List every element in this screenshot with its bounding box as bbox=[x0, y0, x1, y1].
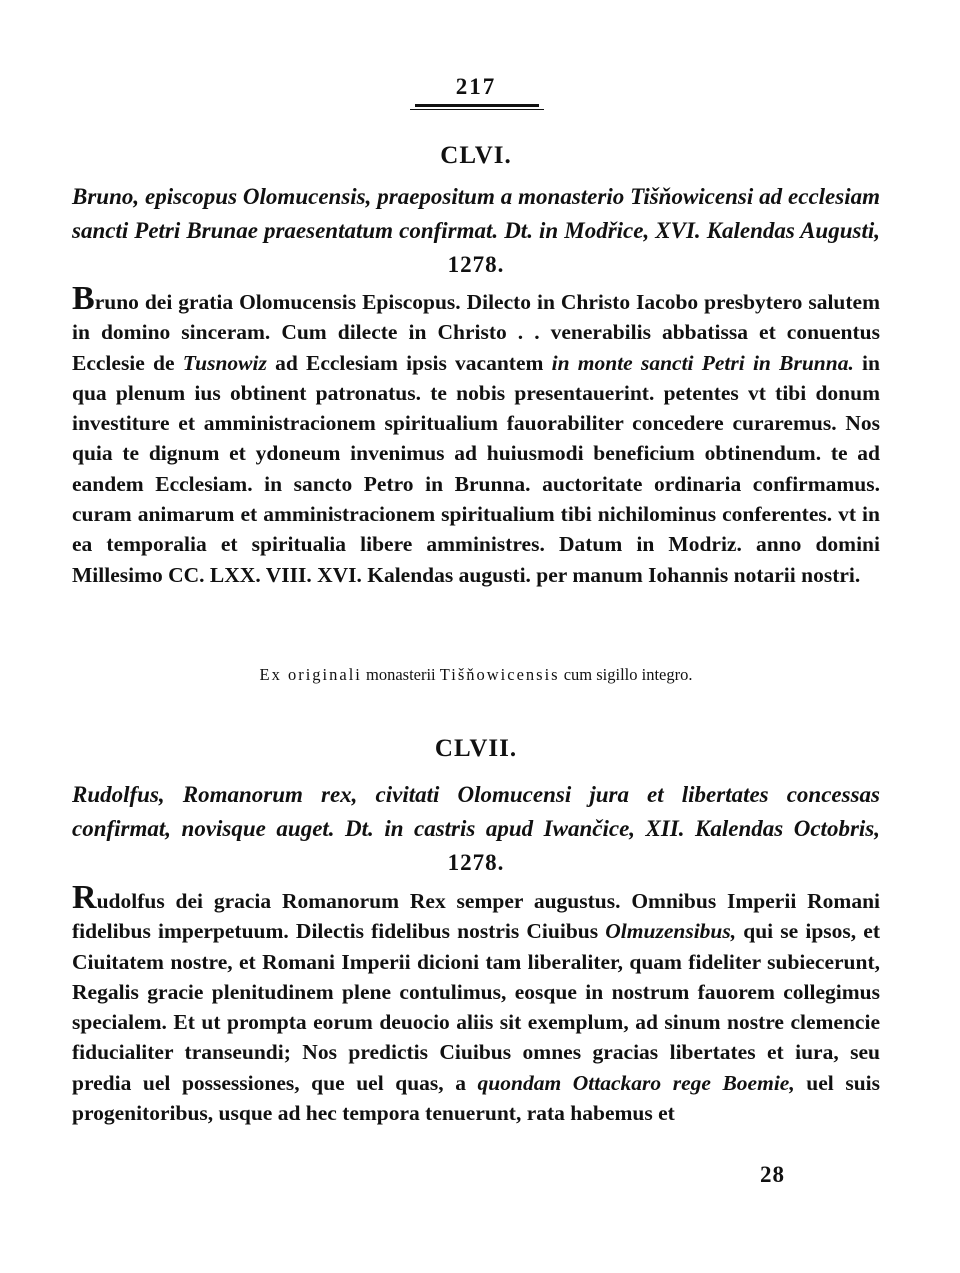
body-text-segment: runo dei gratia Olomucensis Episcopus. Dilecto in Christo Iacobo presbytero salutem in domino sinceram. Cum dilecte in Christo . . venerabilis abbatissa et conuentus Ecclesie de bbox=[72, 290, 880, 375]
summary-text: Rudolfus, Romanorum rex, civitati Olomucensi jura et libertates concessas confirmat, novisque auget. Dt. in castris apud Iwančice, XII. Kalendas Octobris, bbox=[72, 782, 880, 841]
document-number-clvii: CLVII. bbox=[434, 735, 518, 762]
document-number-clvi: CLVI. bbox=[440, 142, 512, 169]
body-text-segment: udolfus dei gracia Romanorum Rex semper augustus. Omnibus Imperii Romani fidelibus imperpetuum. Dilectis fidelibus nostris Ciuibus bbox=[72, 889, 880, 944]
page-number: 217 bbox=[455, 74, 497, 99]
source-note-mid: monasterii bbox=[365, 665, 436, 684]
signature-mark: 28 bbox=[760, 1162, 785, 1187]
source-note bbox=[72, 665, 880, 685]
summary-text: Bruno, episcopus Olomucensis, praepositum a monasterio Tišňowicensi ad ecclesiam sancti Petri Brunae praesentatum confirmat. Dt. in Modřice, XVI. Kalendas Augusti, bbox=[72, 184, 880, 243]
source-note-tail: cum sigillo integro. bbox=[563, 665, 693, 684]
body-italic-segment: quondam Ottackaro rege Boemie, bbox=[477, 1070, 795, 1095]
document-summary-clvii bbox=[72, 778, 880, 880]
body-text-segment: in qua plenum ius obtinent patronatus. te nobis presentauerint. petentes vt tibi donum investiture et amministracionem spiritualium fauorabiliter concedere curaremus. Nos quia te dignum et ydoneum invenimus ad huiusmodi beneficium obtinendum. te ad eandem Ecclesiam. in sancto Petro in Brunna. auctoritate ordinaria confirmamus. curam animarum et amministracionem spiritualium tibi nichilominus conferentes. vt in ea temporalia et spiritualia libere amministres. Datum in Modriz. anno domini Millesimo CC. LXX. VIII. XVI. Kalendas augusti. per manum Iohannis notarii nostri. bbox=[72, 350, 880, 587]
document-body-clvii bbox=[72, 879, 880, 1128]
body-text-segment: uel suis progenitoribus, usque ad hec tempora tenuerunt, rata habemus et bbox=[72, 1070, 880, 1126]
body-italic-segment: in monte sancti Petri in Brunna. bbox=[551, 350, 854, 375]
body-text-segment: ad Ecclesiam ipsis vacantem bbox=[266, 350, 552, 375]
source-note-lead: Ex originali bbox=[259, 665, 362, 684]
source-note-place: Tišňowicensis bbox=[439, 665, 560, 684]
drop-initial: R bbox=[72, 879, 97, 916]
body-italic-segment: Olmuzensibus, bbox=[605, 919, 737, 944]
document-summary-clvi bbox=[72, 180, 880, 282]
summary-year: 1278. bbox=[447, 252, 505, 277]
body-italic-segment: Tusnowiz bbox=[182, 350, 267, 375]
summary-year: 1278. bbox=[447, 850, 505, 875]
body-text-segment: qui se ipsos, et Ciuitatem nostre, et Romani Imperii dicioni tam liberaliter, quam fideliter subiecerunt, Regalis gracie plenitudinem plene contulimus, eosque in nostrum fauorem collegimus specialem. Et ut prompta eorum deuocio aliis sit exemplum, ad sinum nostre clemencie fiducialiter transeundi; Nos predictis Ciuibus omnes gracias libertates et iura, seu predia uel possessiones, que uel quas, a bbox=[72, 919, 880, 1095]
document-body-clvi bbox=[72, 280, 880, 590]
header-rule-thin bbox=[410, 109, 544, 110]
header-rule bbox=[415, 104, 539, 107]
drop-initial: B bbox=[72, 280, 95, 317]
